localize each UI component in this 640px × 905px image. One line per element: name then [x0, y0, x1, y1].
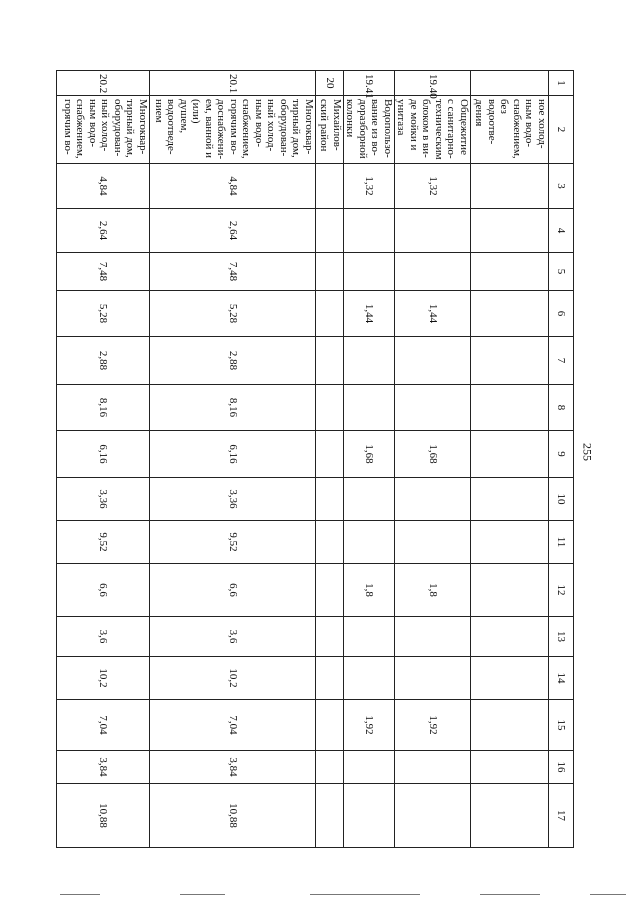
table-cell: 2,64: [150, 209, 316, 253]
table-cell: [471, 478, 549, 521]
table-cell: [471, 617, 549, 657]
column-header: 13: [549, 617, 574, 657]
row-description: Михайлов- ский район: [316, 96, 344, 164]
row-description: ное холод- ным водо- снабжением, без водоотве- дения: [471, 96, 549, 164]
table-cell: 1,68: [344, 431, 395, 478]
column-header: 6: [549, 291, 574, 337]
table-cell: [471, 751, 549, 784]
table-row: [316, 71, 344, 848]
table-cell: [316, 431, 344, 478]
table-cell: 1,8: [344, 564, 395, 617]
row-description: Многоквар- тирный дом, оборудован- ный холод- ным водо- снабжением, горячим во- доснабжени- ем, ванной и (или) душем, водоотведе- нием: [150, 96, 316, 164]
table-cell: [316, 521, 344, 564]
table-cell: 3,6: [57, 617, 150, 657]
table-cell: [395, 337, 471, 385]
table-cell: [316, 164, 344, 209]
table-cell: 10,2: [57, 657, 150, 700]
table-cell: [471, 291, 549, 337]
table-cell: [471, 564, 549, 617]
tariff-table: [56, 70, 574, 848]
table-cell: [395, 657, 471, 700]
table-cell: [316, 564, 344, 617]
table-cell: 2,88: [150, 337, 316, 385]
table-cell: [395, 751, 471, 784]
table-row: [57, 71, 150, 848]
scan-artifact: [310, 894, 420, 895]
scan-artifact: [180, 894, 225, 895]
table-cell: 6,16: [57, 431, 150, 478]
table-cell: [471, 164, 549, 209]
table-cell: [344, 657, 395, 700]
table-cell: 1,32: [344, 164, 395, 209]
table-cell: 10,2: [150, 657, 316, 700]
table-cell: 6,6: [57, 564, 150, 617]
table-row: [150, 71, 316, 848]
table-cell: 5,28: [150, 291, 316, 337]
table-cell: [316, 253, 344, 291]
table-cell: 3,36: [150, 478, 316, 521]
header-row: [549, 71, 574, 848]
table-cell: [471, 431, 549, 478]
table-cell: [395, 478, 471, 521]
table-cell: [344, 521, 395, 564]
table-cell: [316, 478, 344, 521]
table-cell: 7,48: [150, 253, 316, 291]
column-header: 9: [549, 431, 574, 478]
scan-artifact: [590, 894, 626, 895]
table-cell: 5,28: [57, 291, 150, 337]
scan-artifact: [480, 894, 540, 895]
table-cell: [316, 751, 344, 784]
table-cell: [344, 784, 395, 848]
table-row: [395, 71, 471, 848]
table-cell: [316, 385, 344, 431]
table-cell: 9,52: [57, 521, 150, 564]
table-cell: 7,04: [150, 700, 316, 751]
table-cell: [471, 337, 549, 385]
column-header: 3: [549, 164, 574, 209]
column-header: 7: [549, 337, 574, 385]
table-cell: 3,36: [57, 478, 150, 521]
table-cell: 6,16: [150, 431, 316, 478]
column-header: 15: [549, 700, 574, 751]
rotated-table-frame: [62, 70, 574, 847]
row-id: 19.41: [344, 71, 395, 96]
table-cell: [316, 617, 344, 657]
table-cell: [471, 521, 549, 564]
column-header: 16: [549, 751, 574, 784]
column-header: 11: [549, 521, 574, 564]
column-header: 10: [549, 478, 574, 521]
table-cell: 6,6: [150, 564, 316, 617]
table-cell: [395, 521, 471, 564]
scan-artifact: [60, 894, 100, 895]
row-description: Многоквар- тирный дом, оборудован- ный холод- ным водо- снабжением, горячим во-: [57, 96, 150, 164]
table-cell: 1,68: [395, 431, 471, 478]
table-cell: [316, 700, 344, 751]
row-description: Общежитие с санитарно- техническим блоком в ви- де мойки и унитаза: [395, 96, 471, 164]
column-header: 12: [549, 564, 574, 617]
table-cell: 10,88: [57, 784, 150, 848]
table-cell: [395, 253, 471, 291]
column-header: 4: [549, 209, 574, 253]
table-cell: [471, 385, 549, 431]
table-cell: 1,8: [395, 564, 471, 617]
table-cell: [344, 337, 395, 385]
table-cell: 2,88: [57, 337, 150, 385]
table-cell: 3,6: [150, 617, 316, 657]
column-header: 5: [549, 253, 574, 291]
table-cell: 4,84: [57, 164, 150, 209]
table-cell: 1,44: [344, 291, 395, 337]
column-header: 2: [549, 96, 574, 164]
table-cell: 7,04: [57, 700, 150, 751]
table-row: [344, 71, 395, 848]
table-cell: 9,52: [150, 521, 316, 564]
table-cell: [344, 253, 395, 291]
table-cell: [344, 385, 395, 431]
table-cell: [395, 209, 471, 253]
table-cell: [344, 617, 395, 657]
table-cell: 3,84: [150, 751, 316, 784]
table-cell: 1,92: [344, 700, 395, 751]
table-cell: 2,64: [57, 209, 150, 253]
table-cell: [316, 209, 344, 253]
table-cell: [471, 253, 549, 291]
table-cell: [395, 385, 471, 431]
table-cell: [471, 700, 549, 751]
table-cell: [471, 657, 549, 700]
table-cell: [344, 209, 395, 253]
table-row: [471, 71, 549, 848]
table-cell: 4,84: [150, 164, 316, 209]
page-number: 255: [580, 443, 595, 461]
column-header: 17: [549, 784, 574, 848]
table-cell: [471, 784, 549, 848]
table-cell: 7,48: [57, 253, 150, 291]
table-cell: [344, 751, 395, 784]
table-cell: [344, 478, 395, 521]
table-cell: [316, 337, 344, 385]
column-header: 14: [549, 657, 574, 700]
column-header: 8: [549, 385, 574, 431]
table-cell: [316, 784, 344, 848]
table-cell: 8,16: [57, 385, 150, 431]
row-id: 20.1: [150, 71, 316, 96]
table-cell: 1,44: [395, 291, 471, 337]
table-cell: 10,88: [150, 784, 316, 848]
table-cell: [316, 291, 344, 337]
column-header: 1: [549, 71, 574, 96]
row-id: 20: [316, 71, 344, 96]
table-cell: [395, 617, 471, 657]
row-id: 19.40: [395, 71, 471, 96]
table-cell: [316, 657, 344, 700]
table-cell: [395, 784, 471, 848]
row-id: [471, 71, 549, 96]
row-description: Водопользо- вание из во- доразборной колонки: [344, 96, 395, 164]
row-id: 20.2: [57, 71, 150, 96]
table-cell: 3,84: [57, 751, 150, 784]
rotated-table-content: [62, 70, 574, 847]
table-cell: 8,16: [150, 385, 316, 431]
table-cell: [471, 209, 549, 253]
table-cell: 1,32: [395, 164, 471, 209]
table-cell: 1,92: [395, 700, 471, 751]
